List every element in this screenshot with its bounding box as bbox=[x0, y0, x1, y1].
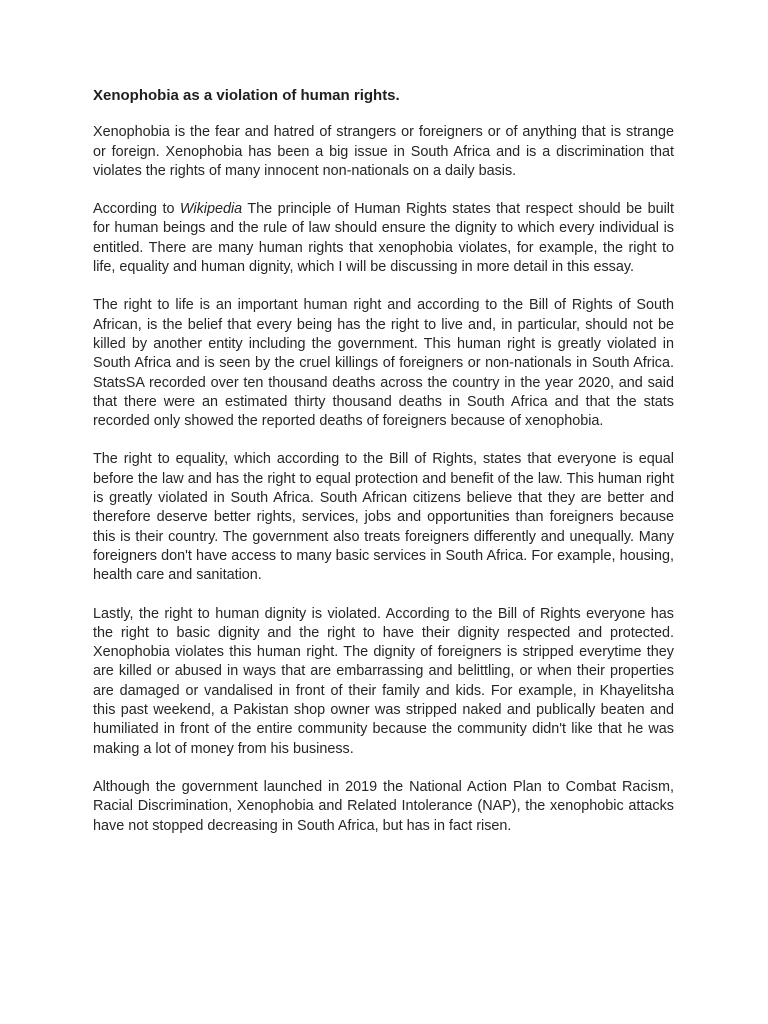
paragraph-definition: Xenophobia is the fear and hatred of strangers or foreigners or of anything that is strange or foreign. Xenophobia has been a big issue in South Africa and is a discrimination that violates the rights of many innocent non-nationals on a daily basis. bbox=[93, 124, 674, 179]
paragraph-right-to-life: The right to life is an important human right and according to the Bill of Rights of South African, is the belief that every being has the right to live and, in particular, should not be killed by another entity including the government. This human right is greatly violated in South Africa and is seen by the cruel killings of foreigners or non-nationals in South Africa. StatsSA recorded over ten thousand deaths across the country in the year 2020, and said that there were an estimated thirty thousand deaths in South Africa and that the stats recorded only showed the reported deaths of foreigners because of xenophobia. bbox=[93, 297, 674, 430]
paragraph-human-dignity: Lastly, the right to human dignity is violated. According to the Bill of Rights everyone has the right to basic dignity and the right to have their dignity respected and protected. Xenophobia violates this human right. The dignity of foreigners is stripped everytime they are killed or abused in ways that are embarrassing and belittling, or when their properties are damaged or vandalised in front of their family and kids. For example, in Khayelitsha this past weekend, a Pakistan shop owner was stripped naked and publically beaten and humiliated in front of the entire community because the community didn't like that he was making a lot of money from his business. bbox=[93, 605, 674, 757]
document-page bbox=[93, 86, 674, 855]
paragraph-text: The principle of Human Rights states that respect should be built for human beings and the rule of law should ensure the dignity to which every individual is entitled. There are many human rights that xenophobia violates, for example, the right to life, equality and human dignity, which I will be discussing in more detail in this essay. bbox=[93, 201, 674, 276]
paragraph-conclusion: Although the government launched in 2019 the National Action Plan to Combat Racism, Racial Discrimination, Xenophobia and Related Intolerance (NAP), the xenophobic attacks have not stopped decreasing in South Africa, but has in fact risen. bbox=[93, 778, 674, 834]
source-citation: Wikipedia bbox=[179, 201, 243, 218]
paragraph-right-to-equality: The right to equality, which according to the Bill of Rights, states that everyone is equal before the law and has the right to equal protection and benefit of the law. This human right is greatly violated in South Africa. South African citizens believe that they are better and therefore deserve better rights, services, jobs and opportunities than foreigners because this is their country. The government also treats foreigners differently and unequally. Many foreigners don't have access to many basic services in South Africa. For example, housing, health care and sanitation. bbox=[93, 451, 674, 584]
paragraph-prefix: According to bbox=[93, 201, 180, 218]
paragraph-human-rights bbox=[93, 200, 674, 277]
document-title: Xenophobia as a violation of human rights. bbox=[93, 87, 400, 104]
